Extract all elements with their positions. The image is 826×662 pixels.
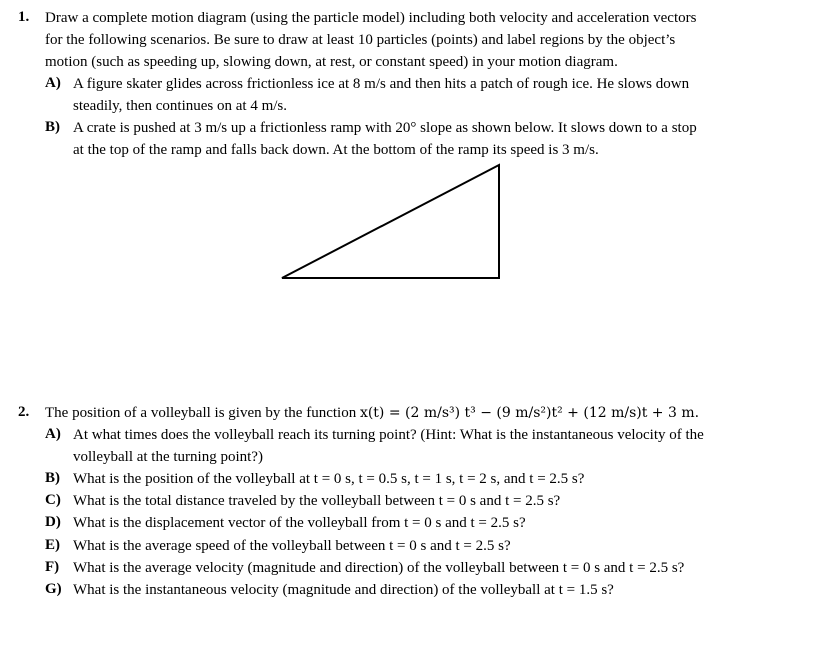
question-2e-text: What is the average speed of the volleyball between t = 0 s and t = 2.5 s?: [73, 538, 511, 554]
question-2f-text: What is the average velocity (magnitude and direction) of the volleyball between t = 0 s and t = 2.5 s?: [73, 560, 685, 576]
question-2d-text: What is the displacement vector of the volleyball from t = 0 s and t = 2.5 s?: [73, 515, 526, 531]
question-1b-text-line: at the top of the ramp and falls back down. At the bottom of the ramp its speed is 3 m/s.: [73, 142, 599, 158]
question-2a-text-line: volleyball at the turning point?): [73, 449, 263, 465]
question-1-text-line: for the following scenarios. Be sure to draw at least 10 particles (points) and label regions by the object’s: [45, 32, 676, 48]
question-2e-label: E): [45, 537, 60, 553]
question-1a-label: A): [45, 75, 61, 91]
question-1b-text-line: A crate is pushed at 3 m/s up a frictionless ramp with 20° slope as shown below. It slows down to a stop: [73, 120, 697, 136]
question-2d-label: D): [45, 514, 61, 530]
question-2b-label: B): [45, 470, 60, 486]
position-function: x(t) = (2 m/s³) t³ − (9 m/s²)t² + (12 m/s)t + 3 m.: [359, 405, 700, 421]
question-1a-text-line: steadily, then continues on at 4 m/s.: [73, 98, 287, 114]
question-2f-label: F): [45, 559, 60, 575]
question-1a-text-line: A figure skater glides across frictionless ice at 8 m/s and then hits a patch of rough ice. He slows down: [73, 76, 690, 92]
question-2-intro: [45, 404, 699, 422]
question-1-text-line: motion (such as speeding up, slowing down, at rest, or constant speed) in your motion diagram.: [45, 54, 618, 70]
question-2c-label: C): [45, 492, 61, 508]
question-1-number: 1.: [18, 9, 30, 25]
question-2b-text: What is the position of the volleyball at t = 0 s, t = 0.5 s, t = 1 s, t = 2 s, and t = 2.5 s?: [73, 471, 585, 487]
question-2a-label: A): [45, 426, 61, 442]
ramp-triangle: [282, 165, 499, 278]
question-2g-label: G): [45, 581, 62, 597]
question-1b-label: B): [45, 119, 60, 135]
question-2c-text: What is the total distance traveled by the volleyball between t = 0 s and t = 2.5 s?: [73, 493, 561, 509]
question-2-number: 2.: [18, 404, 30, 420]
question-2-intro-text: The position of a volleyball is given by the function: [45, 405, 360, 421]
question-2g-text: What is the instantaneous velocity (magnitude and direction) of the volleyball at t = 1.5 s?: [73, 582, 614, 598]
ramp-triangle-figure: [280, 163, 504, 281]
question-2a-text-line: At what times does the volleyball reach its turning point? (Hint: What is the instantaneous velocity of the: [73, 427, 704, 443]
question-1-text-line: Draw a complete motion diagram (using the particle model) including both velocity and acceleration vectors: [45, 10, 697, 26]
